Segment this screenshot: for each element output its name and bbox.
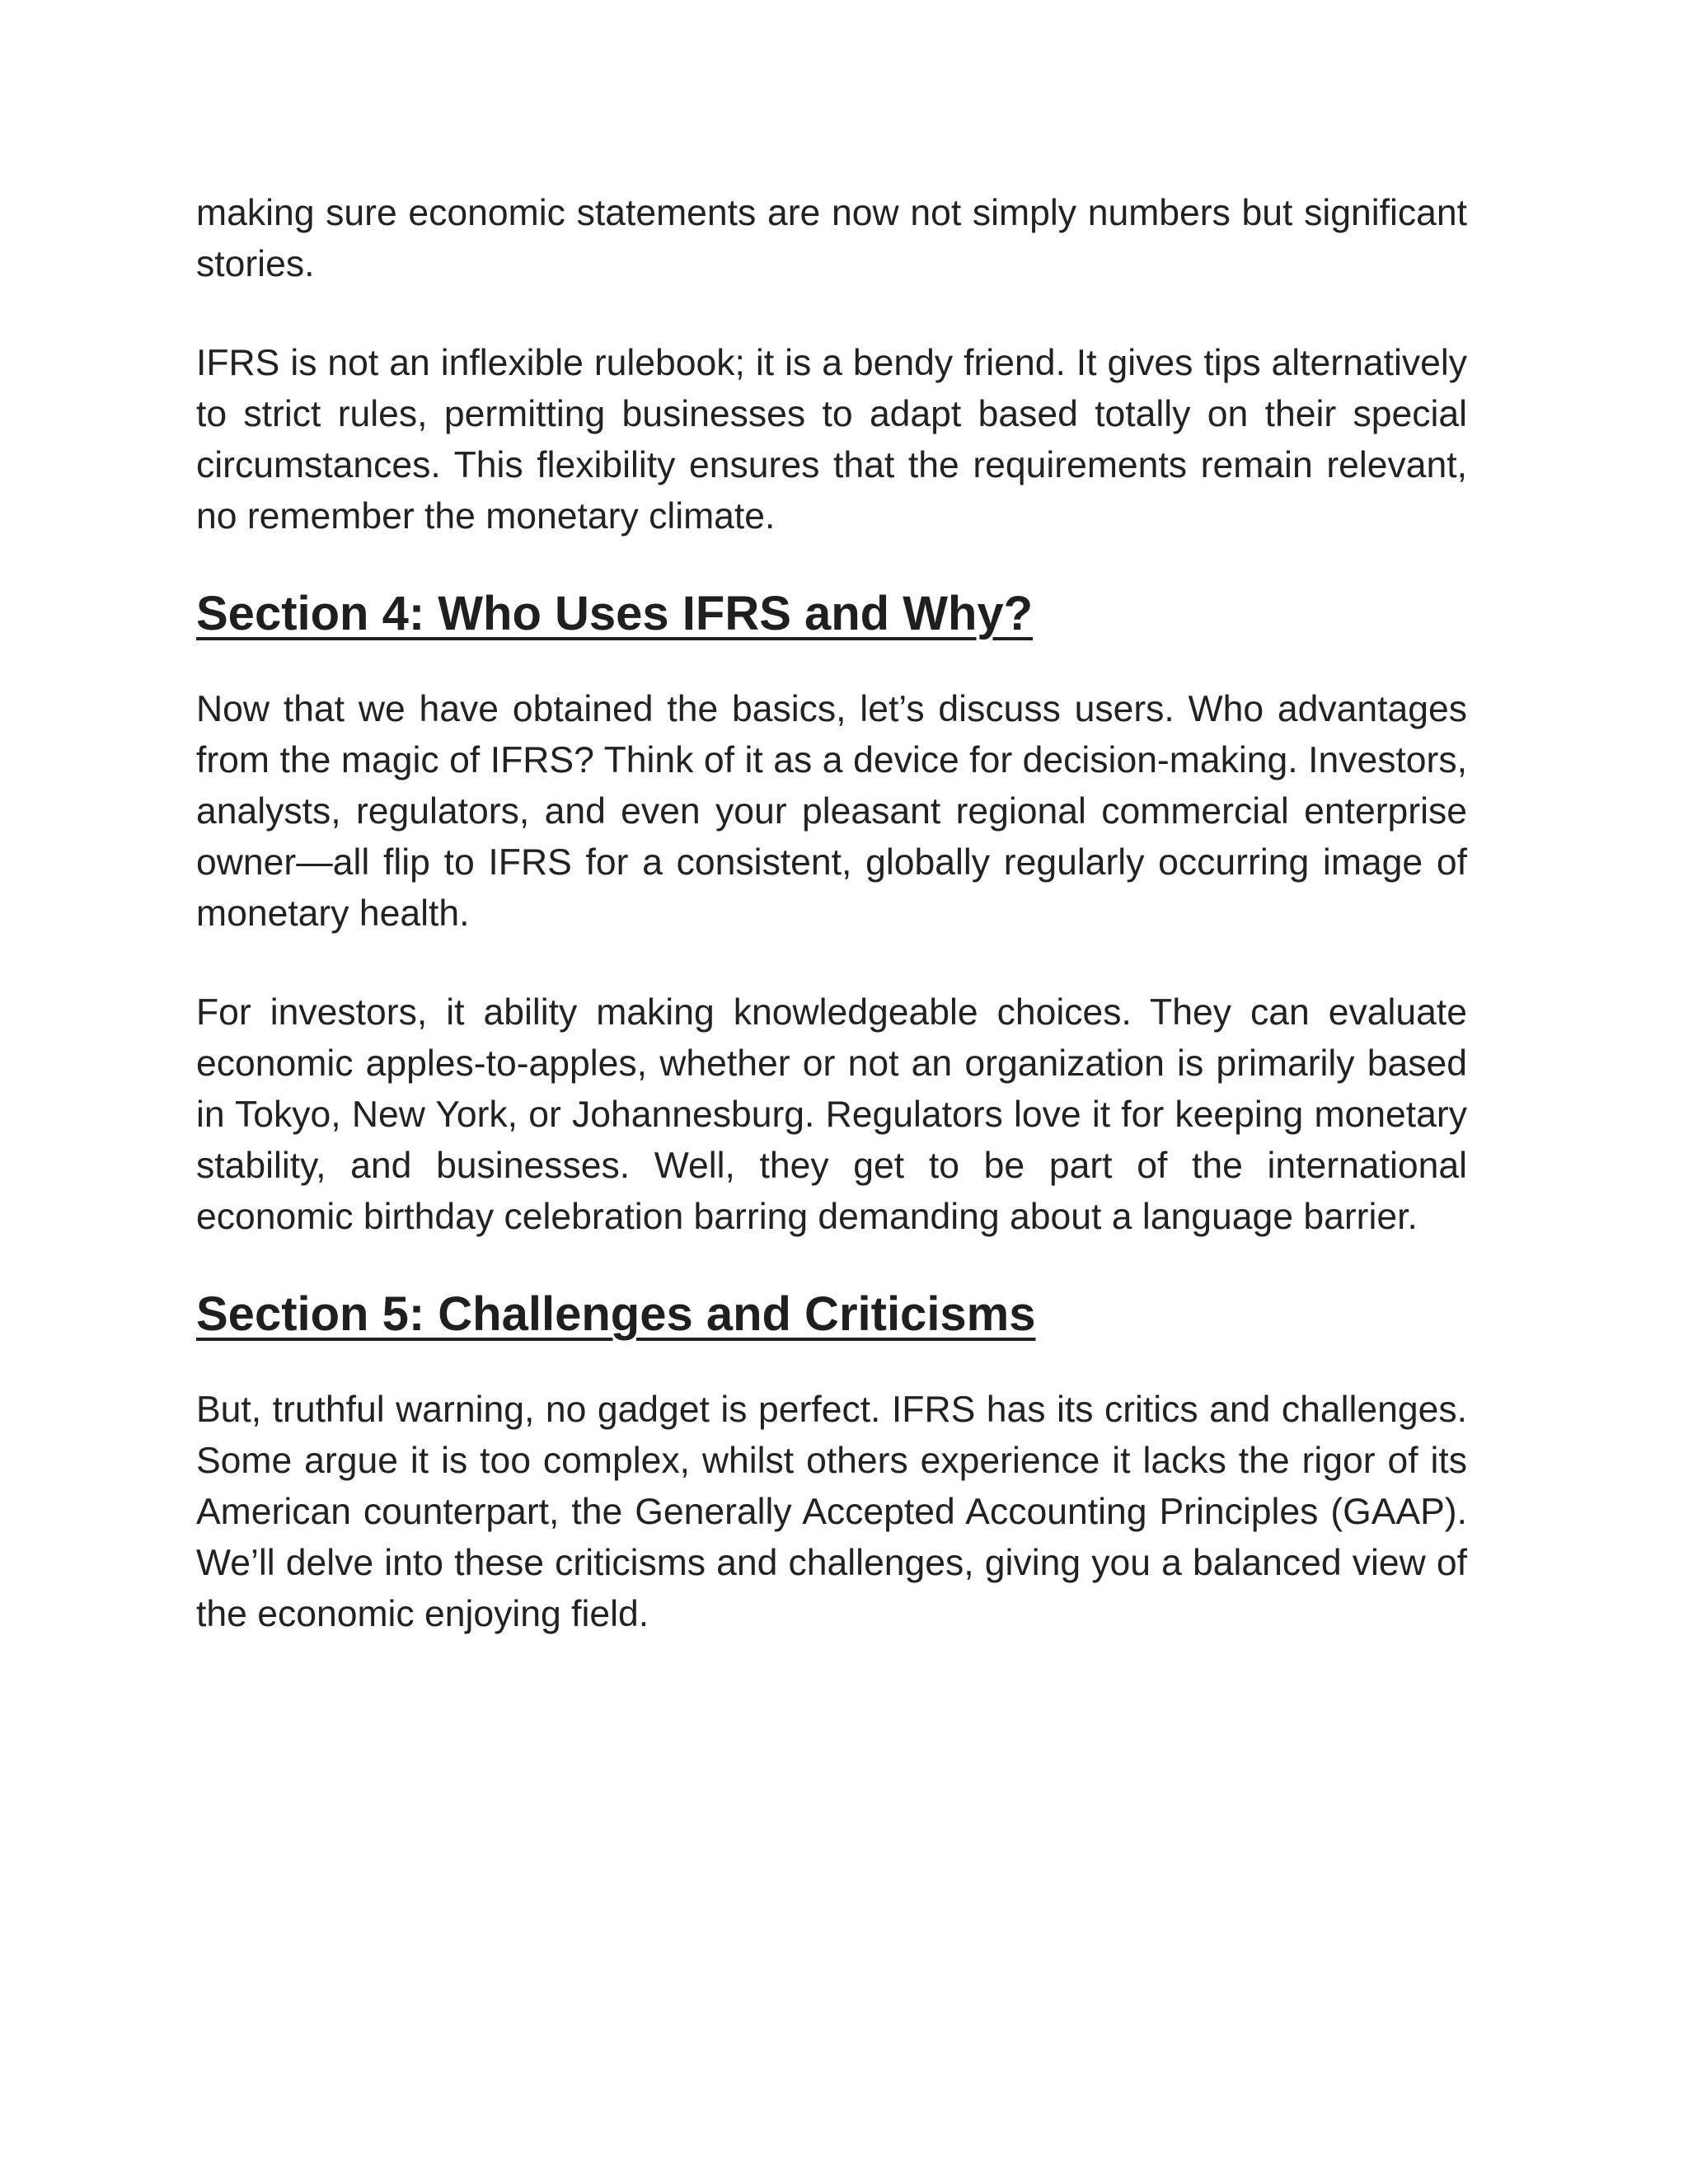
- document-page: [196, 188, 1467, 1640]
- ifrs-flexibility-paragraph: IFRS is not an inflexible rulebook; it is a bendy friend. It gives tips alternatively to strict rules, permitting businesses to adapt based totally on their special circumstances. This flexibility ensures that the requirements remain relevant, no remember the monetary climate.: [196, 343, 1467, 537]
- section-4-heading: Section 4: Who Uses IFRS and Why?: [196, 587, 1034, 640]
- intro-paragraph: making sure economic statements are now not simply numbers but significant stories.: [196, 193, 1467, 284]
- section-5-heading: Section 5: Challenges and Criticisms: [196, 1287, 1036, 1341]
- section-5-paragraph-1: But, truthful warning, no gadget is perfect. IFRS has its critics and challenges. Some argue it is too complex, whilst others experience it lacks the rigor of its American counterpart, the Generally Accepted Accounting Principles (GAAP). We’ll delve into these criticisms and challenges, giving you a balanced view of the economic enjoying field.: [196, 1390, 1467, 1634]
- section-4-paragraph-2: For investors, it ability making knowledgeable choices. They can evaluate economic apples-to-apples, whether or not an organization is primarily based in Tokyo, New York, or Johannesburg. Regulators love it for keeping monetary stability, and businesses. Well, they get to be part of the international economic birthday celebration barring demanding about a language barrier.: [196, 992, 1467, 1237]
- section-4-paragraph-1: Now that we have obtained the basics, let’s discuss users. Who advantages from the magic of IFRS? Think of it as a device for decision-making. Investors, analysts, regulators, and even your pleasant regional commercial enterprise owner—all flip to IFRS for a consistent, globally regularly occurring image of monetary health.: [196, 689, 1467, 934]
